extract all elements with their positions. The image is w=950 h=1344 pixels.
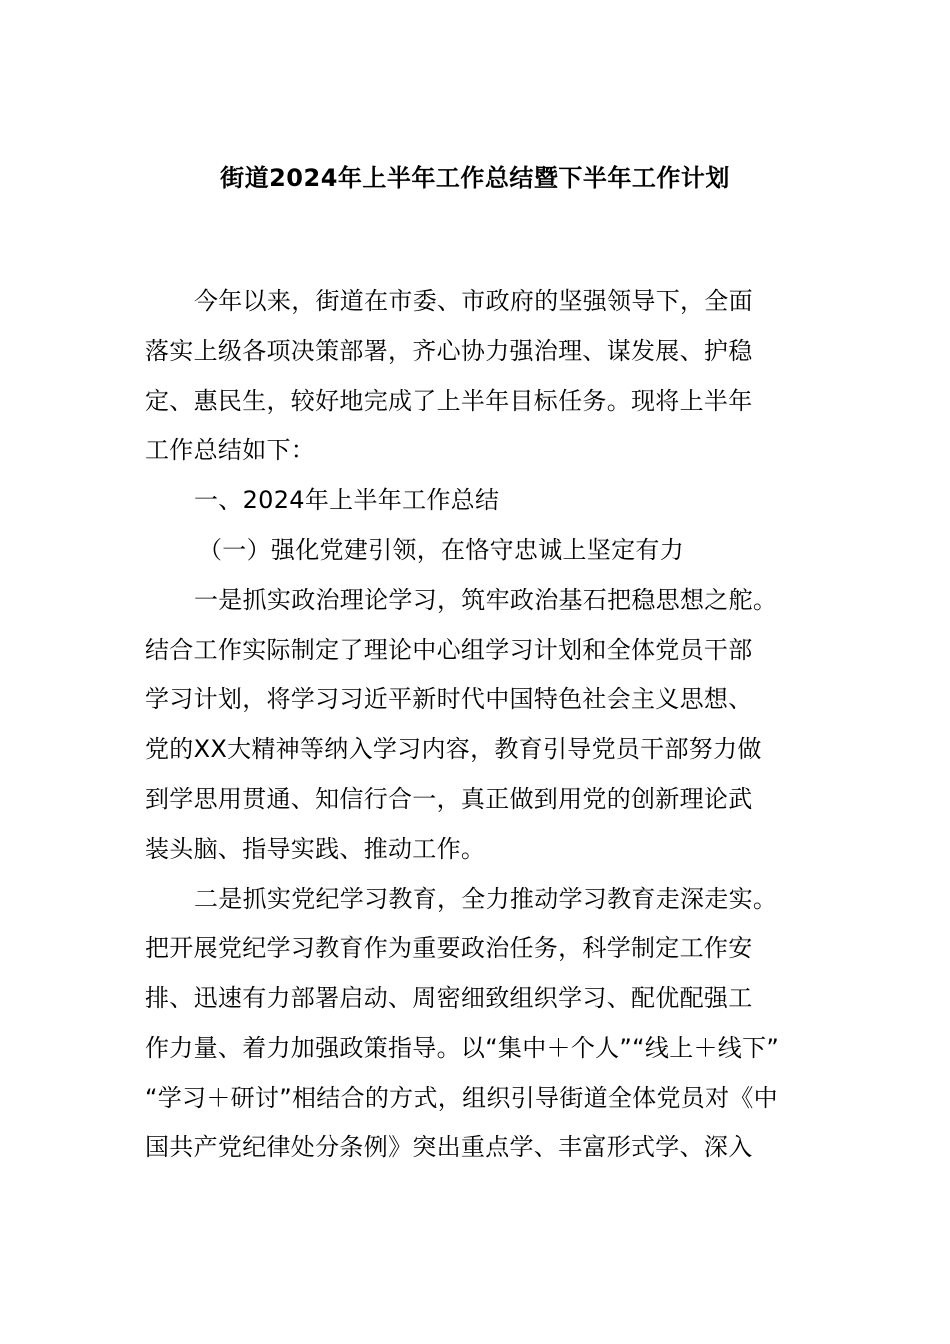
paragraph-point-1-line-4: 党的XX大精神等纳入学习内容，教育引导党员干部努力做 — [145, 735, 762, 763]
paragraph-intro-line-2: 落实上级各项决策部署，齐心协力强治理、谋发展、护稳 — [145, 337, 753, 365]
paragraph-point-1-line-1: 一是抓实政治理论学习，筑牢政治基石把稳思想之舵。 — [194, 586, 778, 614]
paragraph-point-2-line-6: 国共产党纪律处分条例》突出重点学、丰富形式学、深入 — [145, 1133, 753, 1161]
paragraph-point-2-line-5: “学习＋研讨”相结合的方式，组织引导街道全体党员对《中 — [145, 1084, 778, 1112]
subsection-heading-1: （一）强化党建引领，在恪守忠诚上坚定有力 — [198, 536, 684, 564]
paragraph-point-2-line-1: 二是抓实党纪学习教育，全力推动学习教育走深走实。 — [194, 885, 778, 913]
section-heading-1: 一、2024年上半年工作总结 — [194, 486, 500, 514]
paragraph-point-1-line-2: 结合工作实际制定了理论中心组学习计划和全体党员干部 — [145, 636, 753, 664]
document-title: 街道2024年上半年工作总结暨下半年工作计划 — [220, 164, 730, 192]
paragraph-intro-line-1: 今年以来，街道在市委、市政府的坚强领导下，全面 — [194, 287, 753, 315]
paragraph-point-2-line-4: 作力量、着力加强政策指导。以“集中＋个人”“线上＋线下” — [145, 1034, 780, 1062]
paragraph-point-1-line-5: 到学思用贯通、知信行合一，真正做到用党的创新理论武 — [145, 785, 753, 813]
paragraph-point-2-line-2: 把开展党纪学习教育作为重要政治任务，科学制定工作安 — [145, 934, 753, 962]
paragraph-intro-line-3: 定、惠民生，较好地完成了上半年目标任务。现将上半年 — [145, 387, 753, 415]
paragraph-point-2-line-3: 排、迅速有力部署启动、周密细致组织学习、配优配强工 — [145, 984, 753, 1012]
paragraph-point-1-line-3: 学习计划，将学习习近平新时代中国特色社会主义思想、 — [145, 685, 753, 713]
paragraph-intro-line-4: 工作总结如下： — [145, 436, 316, 464]
paragraph-point-1-line-6: 装头脑、指导实践、推动工作。 — [145, 835, 486, 863]
